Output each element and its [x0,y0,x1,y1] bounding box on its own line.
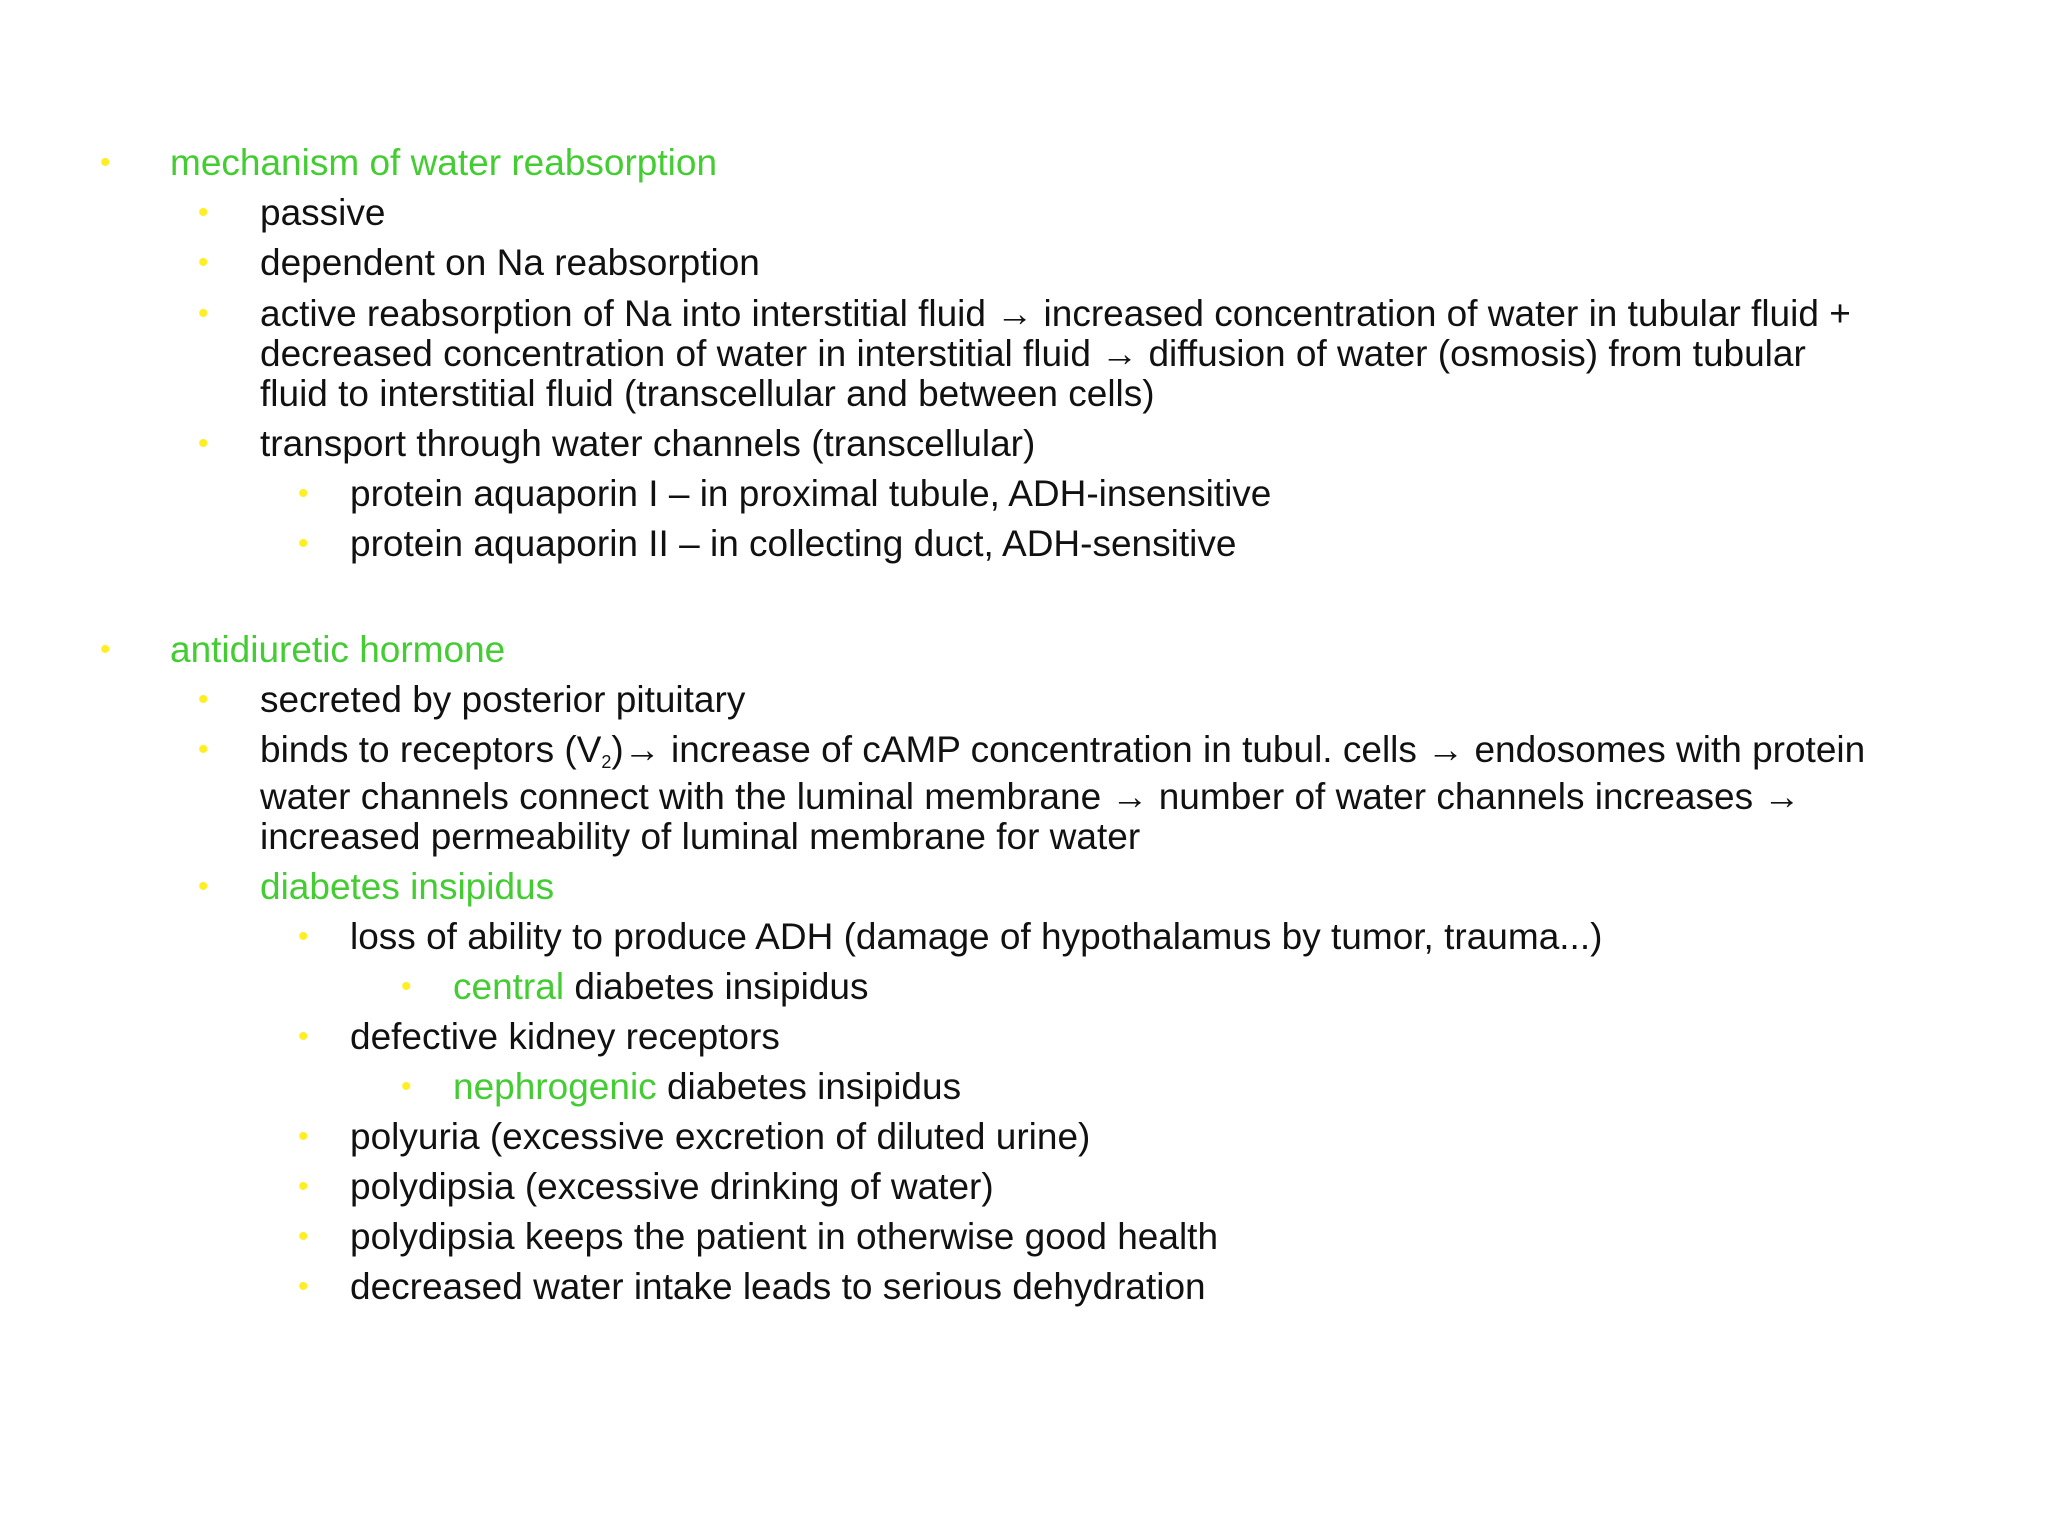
list-item-continuation: fluid to interstitial fluid (transcellular and between cells) [260,373,1155,414]
bullet-icon: • [298,527,309,560]
list-item: • transport through water channels (transcellular) [198,423,1036,464]
bullet-icon: • [401,1070,412,1103]
list-item-continuation: water channels connect with the luminal membrane → number of water channels increases → [260,776,1801,817]
heading-water-reabsorption: • mechanism of water reabsorption [100,142,718,183]
bullet-icon: • [298,1270,309,1303]
bullet-icon: • [198,427,209,460]
bullet-icon: • [298,1220,309,1253]
bullet-icon: • [198,683,209,716]
bullet-icon: • [198,733,209,766]
bullet-icon: • [401,970,412,1003]
bullet-icon: • [298,1120,309,1153]
bullet-icon: • [298,477,309,510]
list-item-continuation: increased permeability of luminal membrane for water [260,816,1141,857]
list-item: • loss of ability to produce ADH (damage of hypothalamus by tumor, trauma...) [298,916,1603,957]
list-item: • decreased water intake leads to serious dehydration [298,1266,1206,1307]
bullet-icon: • [198,870,209,903]
heading-antidiuretic-hormone: • antidiuretic hormone [100,629,506,670]
bullet-icon: • [198,297,209,330]
bullet-icon: • [198,246,209,279]
bullet-icon: • [298,1170,309,1203]
list-item: • active reabsorption of Na into interstitial fluid → increased concentration of water in tubular fluid + [198,293,1851,334]
bullet-icon: • [100,633,111,666]
bullet-icon: • [100,146,111,179]
list-item: • protein aquaporin II – in collecting duct, ADH-sensitive [298,523,1237,564]
list-item: • polyuria (excessive excretion of diluted urine) [298,1116,1091,1157]
list-item: • central diabetes insipidus [401,966,869,1007]
list-item: • polydipsia (excessive drinking of water) [298,1166,994,1207]
bullet-icon: • [198,196,209,229]
list-item: • defective kidney receptors [298,1016,780,1057]
list-item-diabetes-insipidus: • diabetes insipidus [198,866,555,907]
list-item: • polydipsia keeps the patient in otherwise good health [298,1216,1219,1257]
bullet-icon: • [298,920,309,953]
list-item: • binds to receptors $(V_2)\to$ increase of cAMP concentration in tubul. cells → endosomes with protein [198,729,1866,772]
list-item: • passive [198,192,386,233]
list-item: • secreted by posterior pituitary [198,679,746,720]
list-item: • nephrogenic diabetes insipidus [401,1066,962,1107]
list-item-continuation: decreased concentration of water in interstitial fluid → diffusion of water (osmosis) from tubular [260,333,1806,374]
list-item: • protein aquaporin I – in proximal tubule, ADH-insensitive [298,473,1272,514]
list-item: • dependent on Na reabsorption [198,242,760,283]
bullet-icon: • [298,1020,309,1053]
